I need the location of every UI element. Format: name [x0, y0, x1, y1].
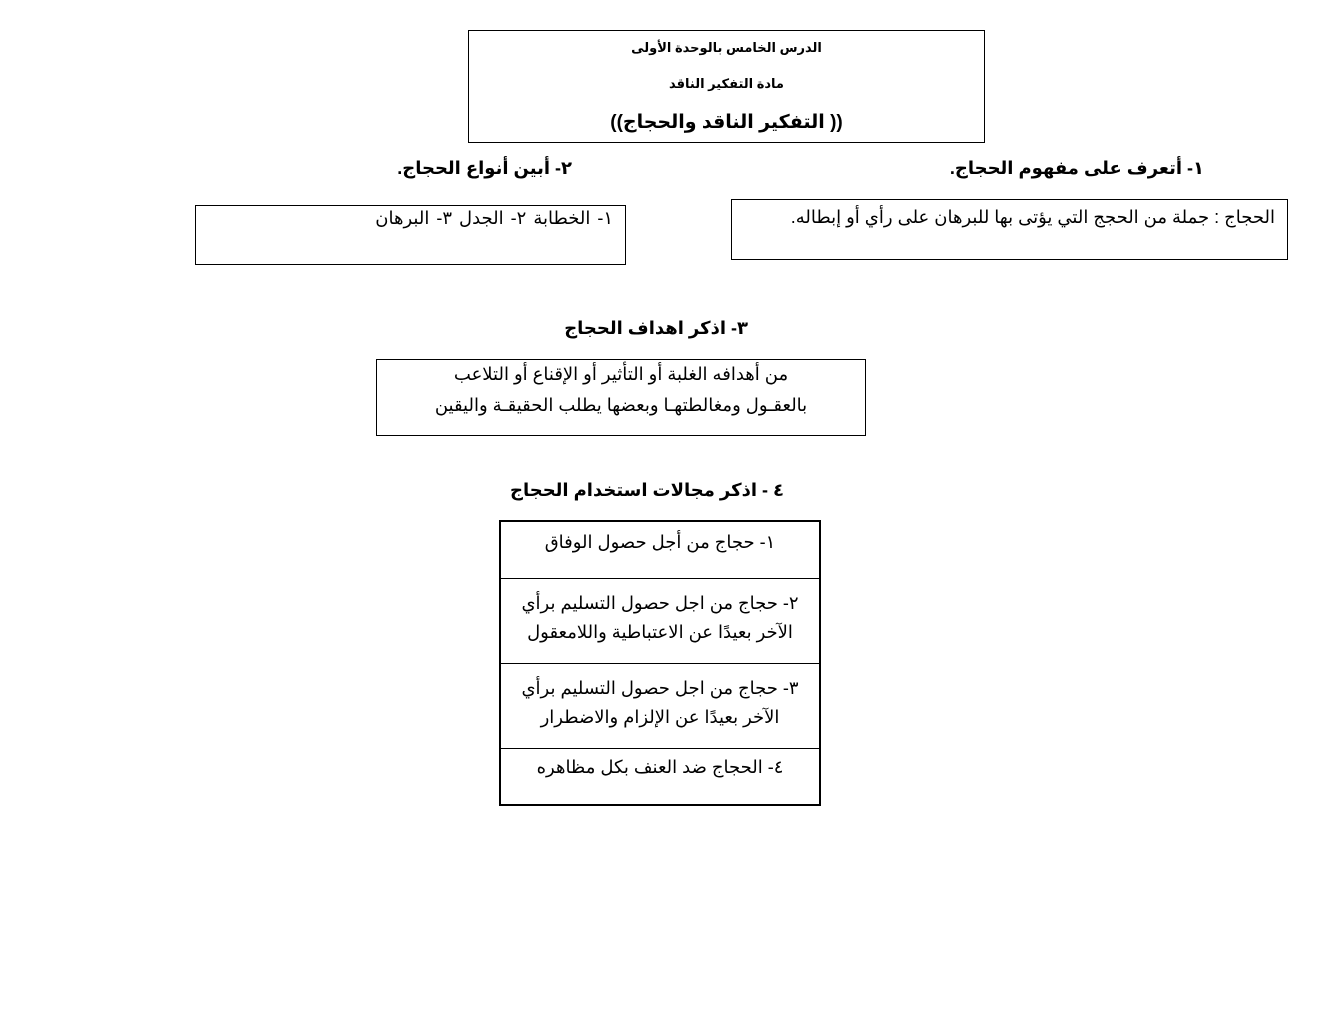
- question-3-answer-box: [376, 359, 866, 436]
- table-row: [501, 664, 819, 749]
- subject-name: مادة التفكير الناقد: [668, 76, 784, 91]
- table-row-line: ١- حجاج من أجل حصول الوفاق: [544, 532, 776, 552]
- question-4-answer-table: [499, 520, 821, 806]
- question-4-title: ٤ - اذكر مجالات استخدام الحجاج: [510, 480, 784, 500]
- question-3-answer-line-2: بالعقـول ومغالطتهـا وبعضها يطلب الحقيقـة واليقين: [434, 395, 808, 415]
- question-2-answer: ١- الخطابة ٢- الجدل ٣- البرهان: [375, 208, 613, 228]
- question-1-answer-box: [731, 199, 1288, 260]
- table-row: [501, 579, 819, 664]
- table-row-line: الآخر بعيدًا عن الإلزام والاضطرار: [540, 707, 780, 727]
- question-2-answer-box: [195, 205, 626, 265]
- table-row-line: ٣- حجاج من اجل حصول التسليم برأي: [521, 678, 799, 698]
- table-row: [501, 749, 819, 804]
- table-row: [501, 522, 819, 579]
- table-row-line: ٤- الحجاج ضد العنف بكل مظاهره: [536, 757, 784, 777]
- question-3-answer-line-1: من أهدافه الغلبة أو التأثير أو الإقناع أو التلاعب: [453, 364, 789, 384]
- lesson-title: (( التفكير الناقد والحجاج)): [610, 112, 843, 133]
- question-3-title: ٣- اذكر اهداف الحجاج: [564, 318, 748, 338]
- question-2-title: ٢- أبين أنواع الحجاج.: [397, 158, 572, 178]
- question-1-answer: الحجاج : جملة من الحجج التي يؤتى بها للبرهان على رأي أو إبطاله.: [790, 207, 1275, 227]
- table-row-line: ٢- حجاج من اجل حصول التسليم برأي: [521, 593, 799, 613]
- table-row-line: الآخر بعيدًا عن الاعتباطية واللامعقول: [527, 622, 793, 642]
- lesson-subtitle: الدرس الخامس بالوحدة الأولى: [631, 40, 822, 55]
- lesson-header-box: [468, 30, 985, 143]
- question-1-title: ١- أتعرف على مفهوم الحجاج.: [949, 158, 1204, 178]
